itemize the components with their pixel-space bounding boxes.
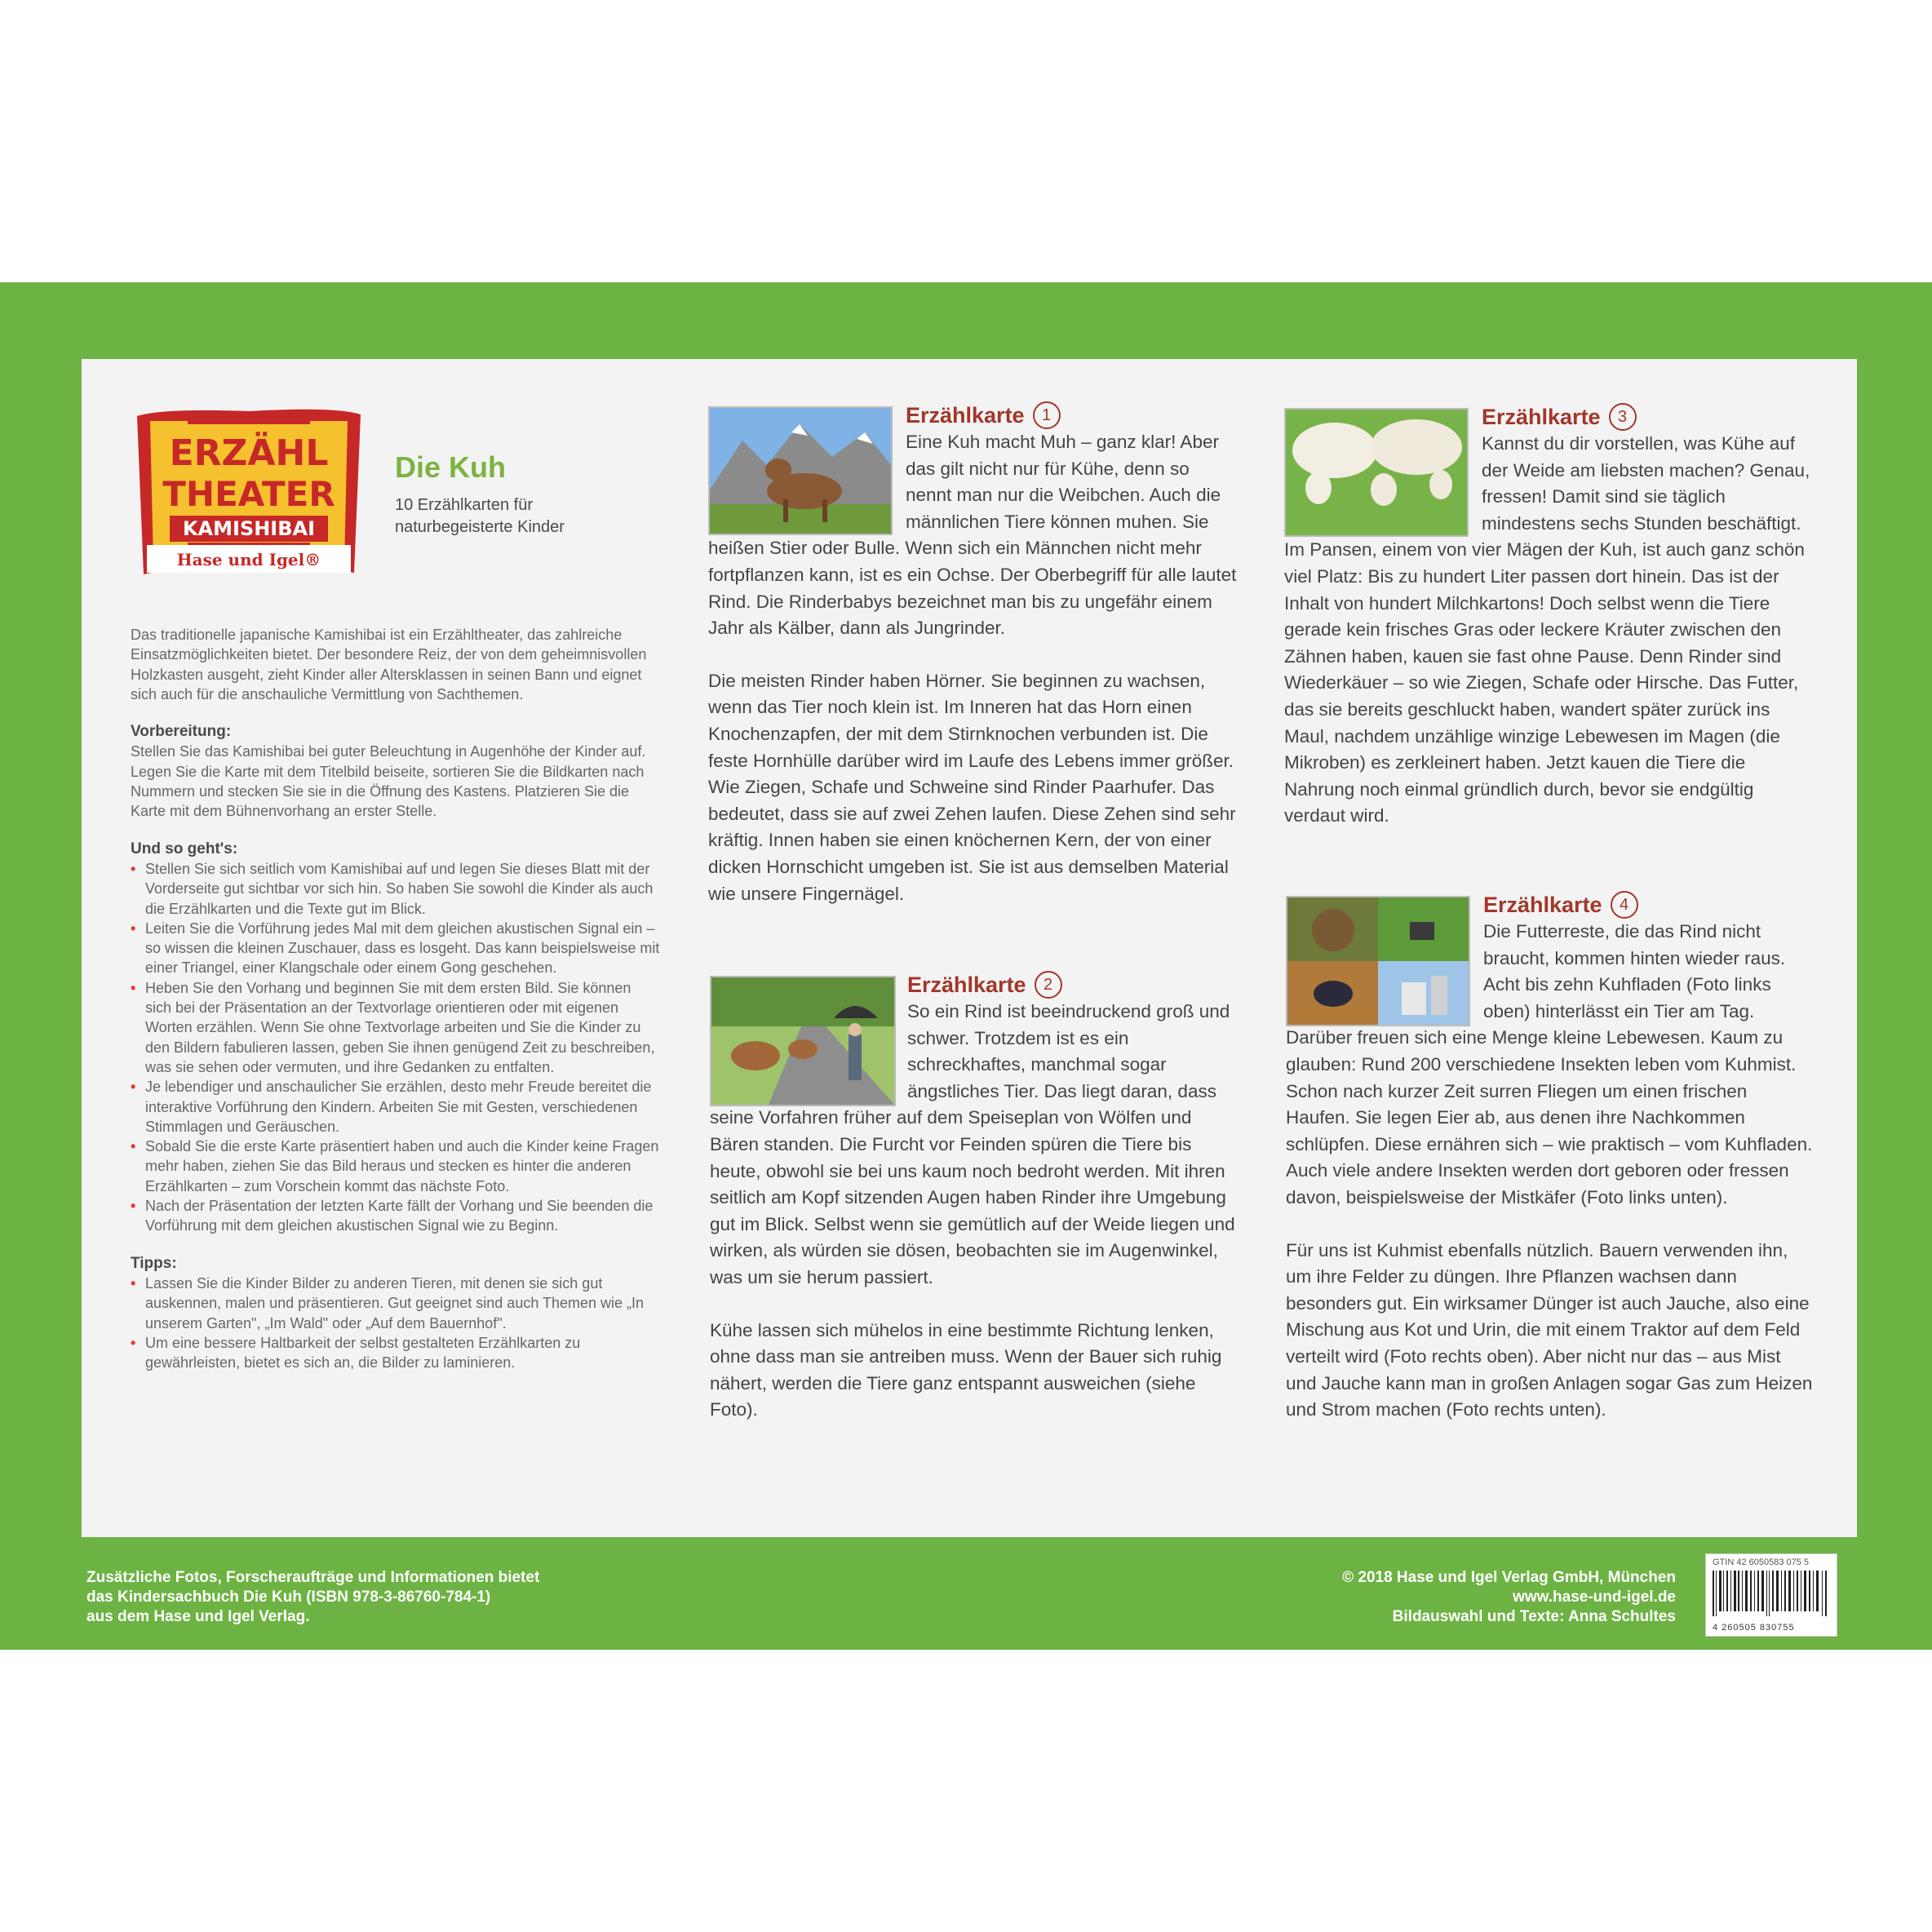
barcode-icon <box>1713 1571 1830 1616</box>
story-card-3 <box>1284 403 1815 856</box>
card-paragraph: Kühe lassen sich mühelos in eine bestimmte Richtung lenken, ohne dass man sie antreiben muss. Wenn der Bauer sich ruhig nähert, werden die Tiere ganz entspannt ausweichen (siehe Foto). <box>710 1319 1222 1420</box>
card-paragraph: So ein Rind ist beeindruckend groß und schwer. Trotzdem ist es ein schreckhaftes, manchmal sogar ängstliches Tier. Das liegt daran, dass seine Vorfahren früher auf dem Speiseplan von Wölfen und Bären standen. Die Furcht vor Feinden spüren die Tiere bis heute, obwohl sie bei uns kaum noch bedroht werden. Mit ihren seitlich am Kopf sitzenden Augen haben Rinder ihre Umgebung gut im Blick. Selbst wenn sie gemütlich auf der Weide liegen und wirken, als würden sie dösen, beobachten sie im Augenwinkel, was um sie herum passiert. <box>710 1001 1235 1287</box>
intro-text: Das traditionelle japanische Kamishibai ist ein Erzähltheater, das zahlreiche Einsatzmöglichkeiten bietet. Der besondere Reiz, der von dem geheimnisvollen Holzkasten ausgeht, zieht Kinder aller Altersklassen in seinen Bann und eignet sich auch für die anschauliche Vermittlung von Sachthemen. <box>131 627 647 702</box>
how-list <box>131 859 661 1236</box>
list-item: • Nach der Präsentation der letzten Karte fällt der Vorhang und Sie beenden die Vorführung mit dem gleichen akustischen Signal wie zu Beginn. <box>131 1196 661 1236</box>
how-heading: Und so geht's: <box>131 840 238 857</box>
card-label: Erzählkarte <box>1483 892 1602 917</box>
card-paragraph: Die Futterreste, die das Rind nicht braucht, kommen hinten wieder raus. Acht bis zehn Kuhfladen (Foto links oben) hinterlässt ein Tier am Tag. Darüber freuen sich eine Menge kleine Lebewesen. Kaum zu glauben: Rund 200 verschiedene Insekten leben vom Kuhmist. Schon nach kurzer Zeit surren Fliegen um einen frischen Haufen. Sie legen Eier ab, aus denen ihre Nachkommen schlüpfen. Diese ernähren sich – wie praktisch – vom Kuhfladen. Auch viele andere Insekten werden dort geboren oder fressen davon, beispielsweise der Mistkäfer (Foto links unten). <box>1286 921 1813 1208</box>
card-heading <box>906 401 1239 429</box>
card-number-1: 1 <box>1033 401 1061 429</box>
prep-heading: Vorbereitung: <box>131 723 232 741</box>
logo-publisher: Hase und Igel® <box>176 550 321 569</box>
card-paragraph: Für uns ist Kuhmist ebenfalls nützlich. Bauern verwenden ihn, um ihre Felder zu düngen. Ihre Pflanzen wachsen dann besonders gut. Ein wirksamer Dünger ist auch Jauche, also eine Mischung aus Kot und Urin, die mit einem Traktor auf dem Feld verteilt wird (Foto rechts oben). Aber nicht nur das – aus Mist und Jauche kann man in großen Anlagen sogar Gas zum Heizen und Strom machen (Foto rechts unten). <box>1286 1239 1813 1420</box>
title-block <box>395 450 640 538</box>
card-heading <box>1482 403 1815 431</box>
list-item: • Heben Sie den Vorhang und beginnen Sie mit dem ersten Bild. Sie können sich bei der Präsentation an der Textvorlage orientieren oder mit eigenen Worten erzählen. Wenn Sie ohne Textvorlage arbeiten und Sie die Kinder zu den Bildern fabulieren lassen, geben Sie ihnen genügend Zeit zu beschreiben, was sie sehen oder vermuten, und ihre Gedanken zu entfalten. <box>131 978 661 1077</box>
prep-text: Stellen Sie das Kamishibai bei guter Beleuchtung in Augenhöhe der Kinder auf. Legen Sie die Karte mit dem Titelbild beiseite, sortieren Sie die Bildkarten nach Nummern und stecken Sie sie in die Öffnung des Kastens. Platzieren Sie die Karte mit dem Bühnenvorhang an erster Stelle. <box>131 743 646 820</box>
footer-left-line3: aus dem Hase und Igel Verlag. <box>86 1608 310 1625</box>
story-card-4 <box>1286 891 1816 1450</box>
card-paragraph: Die meisten Rinder haben Hörner. Sie beginnen zu wachsen, wenn das Tier noch klein ist. Im Inneren hat das Horn einen Knochenzapfen, der mit dem Stirnknochen verbunden ist. Die feste Hornhülle darüber wird im Laufe des Lebens immer größer. Wie Ziegen, Schafe und Schweine sind Rinder Paarhufer. Das bedeutet, dass sie auf zwei Zehen laufen. Diese Zehen sind sehr kräftig. Innen haben sie einen knöchernen Kern, der von einer dicken Hornschicht umgeben ist. Sie ist aus demselben Material wie unsere Fingernägel. <box>708 670 1236 904</box>
list-item: • Sobald Sie die erste Karte präsentiert haben und auch die Kinder keine Fragen mehr haben, ziehen Sie das Bild heraus und stecken es hinter die anderen Erzählkarten – zum Vorschein kommt das nächste Foto. <box>131 1137 661 1196</box>
card-heading <box>1483 891 1816 919</box>
barcode <box>1705 1553 1837 1637</box>
footer-book-title: Die Kuh <box>243 1589 302 1606</box>
footer-left-line2a: das Kindersachbuch <box>86 1589 244 1606</box>
logo-line2: THEATER <box>162 474 335 514</box>
tips-list <box>131 1274 661 1372</box>
card-label: Erzählkarte <box>907 972 1026 997</box>
cows-grazing-photo <box>1284 408 1469 537</box>
list-item: • Lassen Sie die Kinder Bilder zu anderen Tieren, mit denen sie sich gut auskennen, malen und präsentieren. Gut geeignet sind auch Themen wie „In unserem Garten", „Im Wald" oder „Auf dem Bauernhof". <box>131 1274 661 1333</box>
card-number-2: 2 <box>1035 971 1062 999</box>
list-item: • Leiten Sie die Vorführung jedes Mal mit dem gleichen akustischen Signal ein – so wissen die kleinen Zuschauer, dass es losgeht. Das kann beispielsweise mit einer Triangel, einer Klangschale oder einem Gong geschehen. <box>131 919 661 978</box>
erzaehltheater-logo <box>131 405 367 581</box>
barcode-digits: 4 260505 830755 <box>1713 1623 1795 1633</box>
footer-left-line2c: (ISBN 978-3-86760-784-1) <box>301 1589 491 1606</box>
card-label: Erzählkarte <box>1482 404 1601 429</box>
page-title: Die Kuh <box>395 450 507 484</box>
copyright: © 2018 Hase und Igel Verlag GmbH, München <box>1342 1569 1676 1586</box>
cows-road-photo <box>710 976 896 1106</box>
gtin-label: GTIN 42 6050583 075 5 <box>1713 1558 1810 1567</box>
footer-left <box>86 1568 539 1627</box>
footer-right <box>1342 1568 1676 1627</box>
card-paragraph: Kannst du dir vorstellen, was Kühe auf der Weide am liebsten machen? Genau, fressen! Damit sind sie täglich mindestens sechs Stunden beschäftigt. Im Pansen, einem von vier Mägen der Kuh, ist auch ganz schön viel Platz: Bis zu hundert Liter passen dort hinein. Das ist der Inhalt von hundert Milchkartons! Doch selbst wenn die Tiere gerade kein frisches Gras oder leckere Kräuter zwischen den Zähnen haben, kauen sie fast ohne Pause. Denn Rinder sind Wiederkäuer – so wie Ziegen, Schafe oder Hirsche. Das Futter, das sie bereits geschluckt haben, wandert später zurück ins Maul, nachdem unzählige winzige Lebewesen im Magen (die Mikroben) es zerkleinert haben. Jetzt kauen die Tiere die Nahrung noch einmal gründlich durch, bevor sie endgültig verdaut wird. <box>1284 433 1810 826</box>
logo-line3: KAMISHIBAI <box>182 517 316 540</box>
list-item: • Je lebendiger und anschaulicher Sie erzählen, desto mehr Freude bereitet die interaktive Vorführung den Kindern. Arbeiten Sie mit Gesten, verschiedenen Stimmlagen und Geräuschen. <box>131 1077 661 1137</box>
page-subtitle: 10 Erzählkarten für naturbegeisterte Kinder <box>395 496 565 536</box>
story-card-1 <box>708 401 1239 933</box>
card-number-3: 3 <box>1609 403 1637 431</box>
list-item: • Stellen Sie sich seitlich vom Kamishibai auf und legen Sie dieses Blatt mit der Vorderseite gut sichtbar vor sich hin. So haben Sie sowohl die Kinder als auch die Erzählkarten und die Texte gut im Blick. <box>131 859 661 919</box>
footer-left-line1: Zusätzliche Fotos, Forscheraufträge und Informationen bietet <box>86 1569 540 1586</box>
website: www.hase-und-igel.de <box>1513 1589 1676 1606</box>
list-item: • Um eine bessere Haltbarkeit der selbst gestalteten Erzählkarten zu gewährleisten, bietet es sich an, die Bilder zu laminieren. <box>131 1333 661 1373</box>
credits: Bildauswahl und Texte: Anna Schultes <box>1392 1608 1676 1625</box>
logo-line1: ERZÄHL <box>169 432 329 474</box>
intro-column <box>131 625 661 1390</box>
card-paragraph: Eine Kuh macht Muh – ganz klar! Aber das gilt nicht nur für Kühe, denn so nennt man nur die Weibchen. Auch die männlichen Tiere können muhen. Sie heißen Stier oder Bulle. Wenn sich ein Männchen nicht mehr fortpflanzen kann, ist es ein Ochse. Der Oberbegriff für alle lautet Rind. Die Rinderbabys bezeichnet man bis zu ungefähr einem Jahr als Kälber, dann als Jungrinder. <box>708 432 1237 639</box>
card-heading <box>907 971 1240 999</box>
story-card-2 <box>710 971 1240 1450</box>
tips-heading: Tipps: <box>131 1254 177 1272</box>
manure-collage-photo <box>1286 896 1470 1026</box>
cow-mountain-photo <box>708 406 893 535</box>
card-label: Erzählkarte <box>906 402 1025 428</box>
card-number-4: 4 <box>1611 891 1638 919</box>
